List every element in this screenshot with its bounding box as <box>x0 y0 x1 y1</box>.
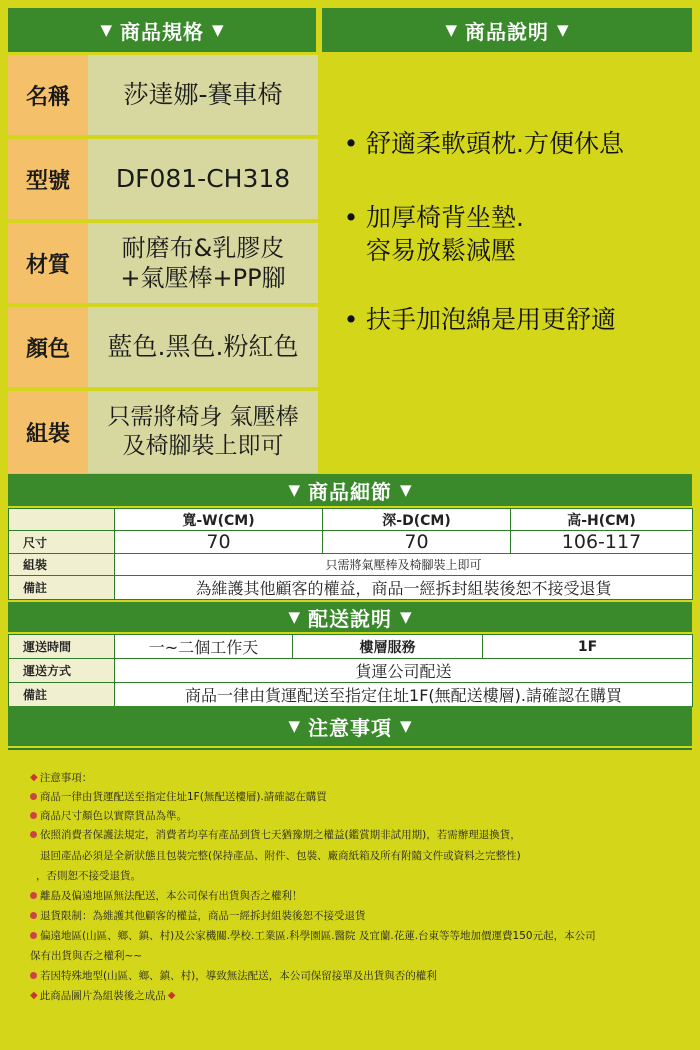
triangle-down-icon: ▼ <box>288 608 300 626</box>
description-panel <box>322 52 694 474</box>
floor-service-label: 樓層服務 <box>293 635 483 659</box>
spec-label-model: 型號 <box>8 139 88 219</box>
row-label-remark: 備註 <box>9 576 115 600</box>
col-header-width: 寬-W(CM) <box>115 509 323 531</box>
diamond-icon: ◆ <box>30 990 38 1001</box>
notice-item <box>30 808 187 823</box>
triangle-down-icon: ▼ <box>212 21 224 39</box>
notice-title <box>30 770 92 785</box>
triangle-down-icon: ▼ <box>557 21 569 39</box>
shipping-table <box>8 634 693 707</box>
notice-item <box>30 948 142 963</box>
row-label-shipping-time: 運送時間 <box>9 635 115 659</box>
triangle-down-icon: ▼ <box>288 481 300 499</box>
col-header-height: 高-H(CM) <box>511 509 693 531</box>
bullet-icon: • <box>343 305 359 334</box>
spec-value-assembly-line1: 只需將椅身 氣壓棒 <box>107 404 299 431</box>
floor-service-value: 1F <box>483 635 693 659</box>
spec-label-name: 名稱 <box>8 55 88 135</box>
row-label-shipping-remark: 備註 <box>9 683 115 707</box>
details-header <box>8 474 692 506</box>
dot-icon <box>30 793 37 800</box>
spec-row-color <box>8 307 318 387</box>
description-header-title: 商品說明 <box>465 19 549 44</box>
notice-line-6: 離島及偏遠地區無法配送，本公司保有出貨與否之權利！ <box>40 890 303 902</box>
spec-value-material <box>88 223 318 303</box>
description-item-2 <box>336 202 524 267</box>
details-remark: 為維護其他顧客的權益，商品一經拆封組裝後恕不接受退貨 <box>115 576 693 600</box>
spec-header-title: 商品規格 <box>120 19 204 44</box>
shipping-method-value: 貨運公司配送 <box>115 659 693 683</box>
spec-value-name: 莎達娜-賽車椅 <box>88 55 318 135</box>
triangle-down-icon: ▼ <box>100 21 112 39</box>
description-header <box>322 8 692 52</box>
notice-item <box>36 868 141 883</box>
notice-item <box>30 928 596 943</box>
notice-item <box>30 827 521 842</box>
notice-line-7: 退貨限制：為維護其他顧客的權益，商品一經拆封組裝後恕不接受退貨 <box>40 910 366 922</box>
notice-line-11: 此商品圖片為組裝後之成品 <box>39 990 166 1002</box>
dot-icon <box>30 892 37 899</box>
dot-icon <box>30 831 37 838</box>
spec-value-color: 藍色.黑色.粉紅色 <box>88 307 318 387</box>
size-depth-value: 70 <box>323 531 511 554</box>
row-label-assembly: 組裝 <box>9 554 115 576</box>
notice-header-title: 注意事項 <box>308 715 392 740</box>
notice-item <box>30 789 327 804</box>
triangle-down-icon: ▼ <box>400 717 412 735</box>
spec-row-assembly <box>8 391 318 473</box>
spec-value-assembly-line2: 及椅腳裝上即可 <box>122 433 284 459</box>
row-label-size: 尺寸 <box>9 531 115 554</box>
notice-line-5: ，否則恕不接受退貨。 <box>36 870 141 882</box>
description-text-3: 扶手加泡綿是用更舒適 <box>366 305 617 334</box>
description-item-1 <box>336 128 624 161</box>
size-width-value: 70 <box>115 531 323 554</box>
details-corner-cell <box>9 509 115 531</box>
notice-item <box>30 988 177 1003</box>
spec-row-model <box>8 139 318 219</box>
dot-icon <box>30 932 37 939</box>
notice-line-10: 若因特殊地型(山區、鄉、鎮、村)，導致無法配送，本公司保留接單及出貨與否的權利 <box>40 970 437 982</box>
spec-row-name <box>8 55 318 135</box>
shipping-remark: 商品一律由貨運配送至指定住址1F(無配送樓層).請確認在購買 <box>115 683 693 707</box>
assembly-note: 只需將氣壓棒及椅腳裝上即可 <box>115 554 693 576</box>
spec-value-model: DF081-CH318 <box>88 139 318 219</box>
spec-label-assembly: 組裝 <box>8 391 88 473</box>
notice-line-9: 保有出貨與否之權利~~ <box>30 950 143 962</box>
dot-icon <box>30 972 37 979</box>
description-text-2b: 容易放鬆減壓 <box>366 235 517 265</box>
triangle-down-icon: ▼ <box>400 608 412 626</box>
spec-header <box>8 8 316 52</box>
description-item-3 <box>336 304 616 337</box>
spec-value-material-line1: 耐磨布&乳膠皮 <box>121 234 285 262</box>
dot-icon <box>30 912 37 919</box>
spec-row-material <box>8 223 318 303</box>
notice-panel <box>8 748 692 1042</box>
notice-item <box>40 848 521 863</box>
notice-header <box>8 706 692 746</box>
notice-line-8: 偏遠地區(山區、鄉、鎮、村)及公家機關.學校.工業區.科學園區.醫院 及宜蘭.花蓮.台東等等地加價運費150元起，本公司 <box>40 930 596 942</box>
row-label-shipping-method: 運送方式 <box>9 659 115 683</box>
shipping-header-title: 配送說明 <box>308 606 392 631</box>
triangle-down-icon: ▼ <box>400 481 412 499</box>
spec-label-color: 顏色 <box>8 307 88 387</box>
notice-item <box>30 908 366 923</box>
spec-value-material-line2: +氣壓棒+PP腳 <box>120 264 286 292</box>
notice-line-3: 依照消費者保護法規定，消費者均享有產品到貨七天猶豫期之權益(鑑賞期非試用期)，若需辦理退換貨， <box>40 829 521 841</box>
notice-line-4: 退回產品必須是全新狀態且包裝完整(保持產品、附件、包裝、廠商紙箱及所有附隨文件或資料之完整性) <box>40 850 521 862</box>
col-header-depth: 深-D(CM) <box>323 509 511 531</box>
diamond-icon: ◆ <box>167 990 176 1001</box>
shipping-header <box>8 602 692 632</box>
description-text-1: 舒適柔軟頭枕.方便休息 <box>366 129 624 158</box>
spec-label-material: 材質 <box>8 223 88 303</box>
notice-item <box>30 968 437 983</box>
details-table <box>8 508 693 600</box>
shipping-time-value: 一~二個工作天 <box>115 635 293 659</box>
dot-icon <box>30 812 37 819</box>
bullet-icon: • <box>343 129 359 158</box>
diamond-icon: ◆ <box>30 772 38 783</box>
triangle-down-icon: ▼ <box>288 717 300 735</box>
spec-value-assembly <box>88 391 318 473</box>
notice-item <box>30 888 303 903</box>
bullet-icon: • <box>343 203 359 232</box>
notice-line-2: 商品尺寸顏色以實際貨品為準。 <box>40 810 187 822</box>
description-text-2a: 加厚椅背坐墊. <box>366 203 524 232</box>
size-height-value: 106-117 <box>511 531 693 554</box>
notice-line-1: 商品一律由貨運配送至指定住址1F(無配送樓層).請確認在購買 <box>40 791 327 803</box>
notice-line-0: 注意事項： <box>39 772 93 784</box>
triangle-down-icon: ▼ <box>445 21 457 39</box>
details-header-title: 商品細節 <box>308 479 392 504</box>
